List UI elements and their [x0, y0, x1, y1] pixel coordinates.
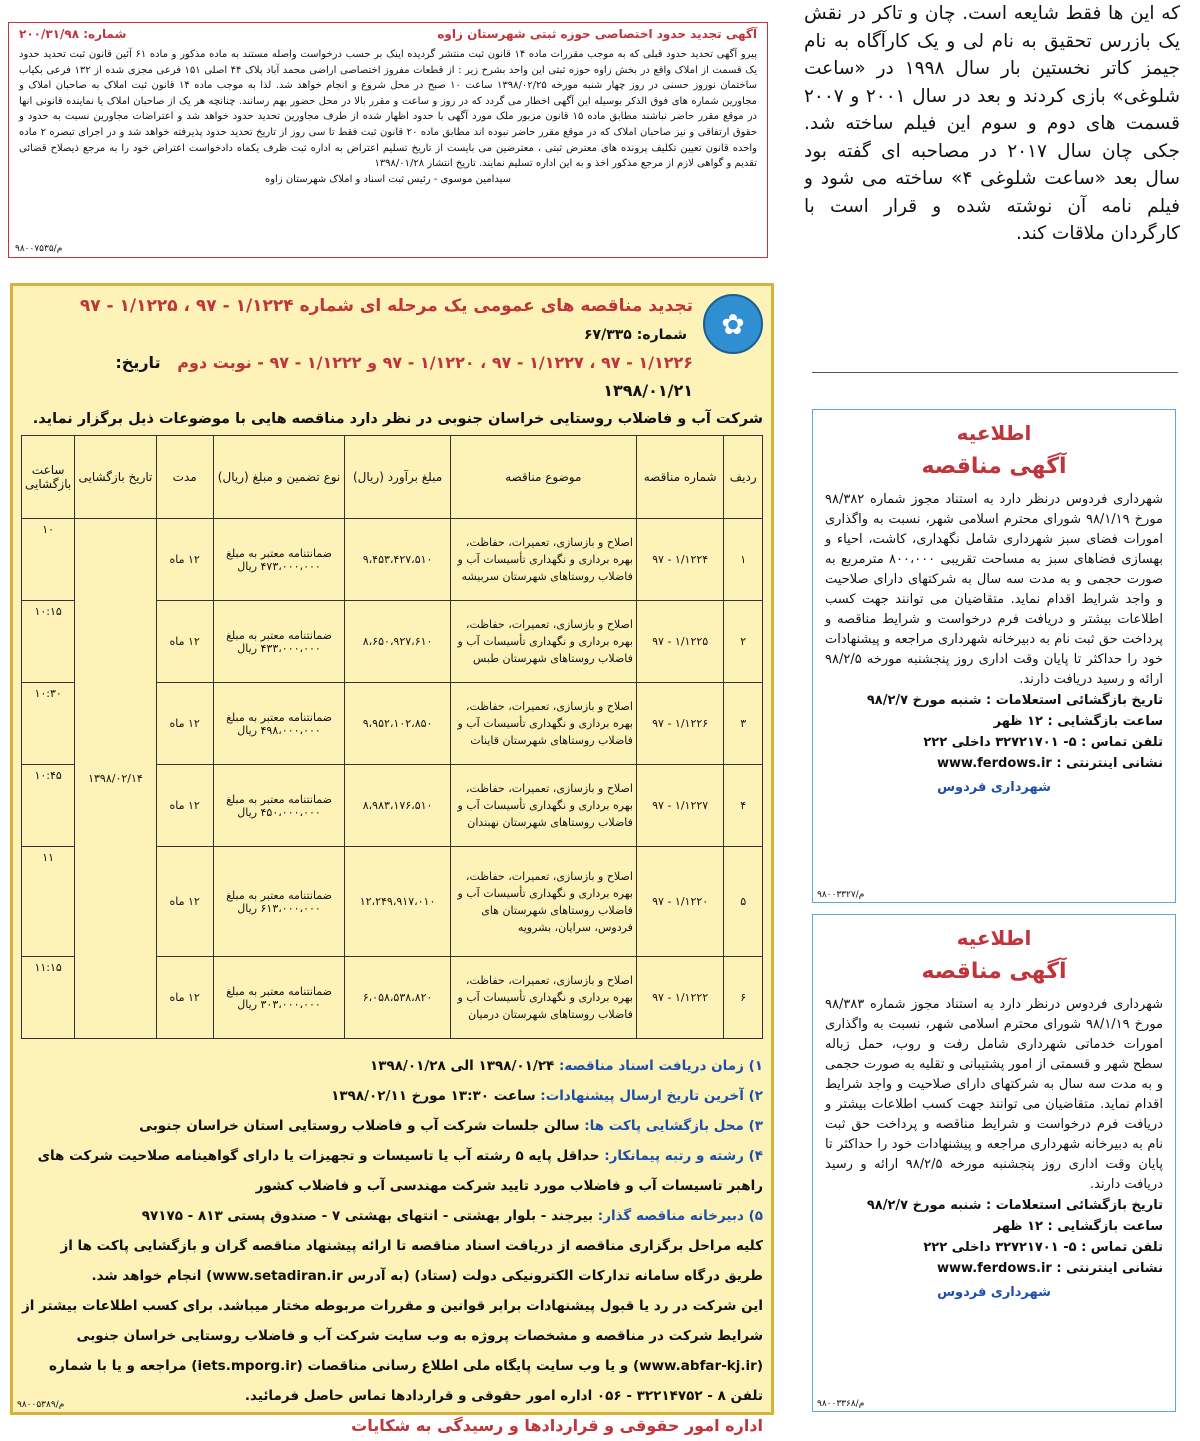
notice-open-date — [825, 1195, 1163, 1216]
cell-time: ۱۰:۳۰ — [22, 683, 75, 765]
tender-round: - نوبت دوم — [177, 353, 264, 372]
tender-item — [21, 1201, 763, 1231]
notice-website — [825, 1258, 1163, 1279]
cell-subject: اصلاح و بازسازی، تعمیرات، حفاظت، بهره برداری و نگهداری تأسیسات آب و فاضلاب روستاهای شهرستان درمیان — [450, 957, 636, 1039]
cell-time: ۱۱ — [22, 847, 75, 957]
notice-signature: شهرداری فردوس — [937, 1285, 1051, 1300]
notice-open-time — [825, 711, 1163, 732]
tender-note-setad: کلیه مراحل برگزاری مناقصه از دریافت اسناد مناقصه تا ارائه پیشنهاد مناقصه گران و بازگشایی پاکت ها از طریق درگاه سامانه تدارکات الکترونیکی دولت (ستاد) (به آدرس www.setadiran.ir) انجام خواهد شد. — [60, 1238, 763, 1284]
tender-titles — [21, 292, 693, 405]
cell-subject: اصلاح و بازسازی، تعمیرات، حفاظت، بهره برداری و نگهداری تأسیسات آب و فاضلاب روستاهای شهرستان نهبندان — [450, 765, 636, 847]
notice-open-time — [825, 1216, 1163, 1237]
column-divider — [812, 372, 1178, 373]
item-text: ۱۳۹۸/۰۱/۲۴ الی ۱۳۹۸/۰۱/۲۸ — [369, 1058, 555, 1074]
cell-guarantee: ضمانتنامه معتبر به مبلغ ۴۵۰،۰۰۰،۰۰۰ ریال — [213, 765, 345, 847]
cell-no: ۱/۱۲۲۲ - ۹۷ — [636, 957, 723, 1039]
label: ساعت بازگشایی : — [1047, 714, 1163, 729]
tender-title-line1 — [21, 292, 693, 349]
cell-no: ۱/۱۲۲۵ - ۹۷ — [636, 601, 723, 683]
header-opening-time: ساعت بازگشایی — [22, 436, 75, 519]
item-text: ساعت ۱۳:۳۰ مورخ ۱۳۹۸/۰۲/۱۱ — [331, 1088, 536, 1104]
tender-footer: اداره امور حقوقی و قراردادها و رسیدگی به شکایات — [351, 1416, 763, 1435]
item-number: ۲) — [748, 1088, 763, 1104]
registry-code: م/۹۸۰۰۷۵۳۵ — [15, 244, 63, 254]
header-subject: موضوع مناقصه — [450, 436, 636, 519]
value: ۱۲ ظهر — [993, 714, 1043, 729]
cell-guarantee: ضمانتنامه معتبر به مبلغ ۴۹۸،۰۰۰،۰۰۰ ریال — [213, 683, 345, 765]
cell-opening-date: ۱۳۹۸/۰۲/۱۴ — [75, 519, 156, 1039]
registry-header — [19, 27, 757, 41]
cell-guarantee: ضمانتنامه معتبر به مبلغ ۶۱۳،۰۰۰،۰۰۰ ریال — [213, 847, 345, 957]
header-tender-number: شماره مناقصه — [636, 436, 723, 519]
tender-title-text: تجدید مناقصه های عمومی یک مرحله ای شماره ۱/۱۲۲۴ - ۹۷ ، ۱/۱۲۲۵ - ۹۷ — [79, 296, 693, 316]
cell-time: ۱۰ — [22, 519, 75, 601]
cell-duration: ۱۲ ماه — [156, 683, 213, 765]
label: تلفن تماس : — [1081, 1240, 1163, 1255]
notice-phone — [825, 1237, 1163, 1258]
tender-date: تاریخ: ۱۳۹۸/۰۱/۲۱ — [115, 353, 693, 400]
item-text: حداقل پایه ۵ رشته آب یا تاسیسات و تجهیزات یا دارای گواهینامه صلاحیت شرکت های راهبر تاسیسات آب و فاضلاب مورد تایید شرکت مهندسی آب و فاضلاب کشور — [37, 1148, 763, 1194]
notice-heading: اطلاعیه — [956, 421, 1032, 445]
cell-estimate: ۸،۶۵۰،۹۲۷،۶۱۰ — [345, 601, 450, 683]
registry-number: شماره: ۲۰۰/۳۱/۹۸ — [19, 27, 127, 41]
item-label: زمان دریافت اسناد مناقصه: — [559, 1058, 744, 1074]
cell-estimate: ۸،۹۸۳،۱۷۶،۵۱۰ — [345, 765, 450, 847]
registry-signature: سیدامین موسوی - رئیس ثبت اسناد و املاک شهرستان زاوه — [264, 173, 512, 185]
tender-title-numbers: ۱/۱۲۲۶ - ۹۷ ، ۱/۱۲۲۷ - ۹۷ ، ۱/۱۲۲۰ - ۹۷ و ۱/۱۲۲۲ - ۹۷ — [269, 353, 693, 372]
notice-subheading: آگهی مناقصه — [921, 454, 1067, 479]
registry-title: آگهی تجدید حدود اختصاصی حوزه ثبتی شهرستان زاوه — [437, 27, 757, 41]
cell-guarantee: ضمانتنامه معتبر به مبلغ ۴۷۳،۰۰۰،۰۰۰ ریال — [213, 519, 345, 601]
cell-no: ۱/۱۲۲۴ - ۹۷ — [636, 519, 723, 601]
tender-table — [21, 435, 763, 1039]
tender-intro: شرکت آب و فاضلاب روستایی خراسان جنوبی در نظر دارد مناقصه هایی با موضوعات ذیل برگزار نماید. — [32, 411, 763, 427]
cell-estimate: ۶،۰۵۸،۵۳۸،۸۲۰ — [345, 957, 450, 1039]
tender-item — [21, 1111, 763, 1141]
tender-title-row — [21, 292, 763, 405]
cell-row: ۶ — [724, 957, 763, 1039]
item-label: رشته و رتبه پیمانکار: — [604, 1148, 744, 1164]
value: شنبه مورخ ۹۸/۲/۷ — [866, 693, 982, 708]
article-column-text: که این ها فقط شایعه است. چان و تاکر در نقش یک بازرس تحقیق به نام لی و یک کارآگاه به نام جیمز کاتر نخستین بار سال ۱۹۹۸ در «ساعت شلوغی» بازی کردند و بعد در سال ۲۰۰۱ و ۲۰۰۷ قسمت های دوم و سوم این فیلم ساخته شد. جکی چان سال ۲۰۱۷ در مصاحبه ای گفته بود سال بعد «ساعت شلوغی ۴» ساخته می شود و فیلم نامه آن نوشته شده و قرار است با کارگردان ملاقات کند. — [804, 3, 1180, 244]
notice-subheading: آگهی مناقصه — [921, 959, 1067, 984]
notice-code: م/۹۸۰۰۳۳۶۸ — [817, 1399, 865, 1409]
tender-table-header-row — [22, 436, 763, 519]
notice-heading: اطلاعیه — [956, 926, 1032, 950]
cell-no: ۱/۱۲۲۷ - ۹۷ — [636, 765, 723, 847]
item-number: ۴) — [748, 1148, 763, 1164]
value: ۱۲ ظهر — [993, 1219, 1043, 1234]
notice-code: م/۹۸۰۰۳۳۲۷ — [817, 890, 865, 900]
cell-time: ۱۰:۴۵ — [22, 765, 75, 847]
tender-code: م/۹۸۰۰۵۳۸۹ — [17, 1400, 65, 1410]
label: تلفن تماس : — [1081, 735, 1163, 750]
cell-time: ۱۰:۱۵ — [22, 601, 75, 683]
notice-body: شهرداری فردوس درنظر دارد به استناد مجوز شماره ۹۸/۳۸۳ مورخ ۹۸/۱/۱۹ شورای محترم اسلامی شهر، نسبت به واگذاری امورات خدماتی شهرداری شامل رفت و روب، حمل زباله سطح شهر و قسمتی از امور پشتیبانی و تقلیه به صورت حجمی و به مدت سه سال به شرکتهای دارای صلاحیت و واجد شرایط اقدام نماید. متقاضیان می توانند جهت کسب اطلاعات بیشتر و دریافت فرم درخواست و شرایط مناقصه و پرداخت حق ثبت نام به دبیرخانه شهرداری مراجعه و پیشنهادات خود را حداکثر تا پایان وقت اداری روز پنجشنبه مورخه ۹۸/۲/۵ ارائه و رسید دریافت دارند. — [825, 997, 1163, 1192]
label: نشانی اینترنتی : — [1056, 756, 1163, 771]
label: ساعت بازگشایی : — [1047, 1219, 1163, 1234]
item-text: سالن جلسات شرکت آب و فاضلاب روستایی استان خراسان جنوبی — [139, 1118, 580, 1134]
website-link[interactable]: www.ferdows.ir — [937, 756, 1052, 771]
cell-duration: ۱۲ ماه — [156, 519, 213, 601]
cell-row: ۴ — [724, 765, 763, 847]
cell-row: ۳ — [724, 683, 763, 765]
cell-subject: اصلاح و بازسازی، تعمیرات، حفاظت، بهره برداری و نگهداری تأسیسات آب و فاضلاب روستاهای شهرستان طبس — [450, 601, 636, 683]
tender-number: شماره: ۶۷/۳۳۵ — [584, 327, 688, 343]
municipality-notice-green-space — [812, 409, 1176, 903]
notice-website — [825, 753, 1163, 774]
notice-body: شهرداری فردوس درنظر دارد به استناد مجوز شماره ۹۸/۳۸۲ مورخ ۹۸/۱/۱۹ شورای محترم اسلامی شهر، نسبت به واگذاری امورات فضای سبز شهرداری شامل نگهداری، کاشت، احیاء و بهسازی فضاهای سبز به مساحت تقریبی ۸۰۰،۰۰۰ مترمربع به صورت حجمی و به مدت سه سال به شرکتهای دارای صلاحیت و واجد شرایط اقدام نماید. متقاضیان می توانند جهت کسب اطلاعات بیشتر و دریافت فرم درخواست و شرایط مناقصه و پرداخت حق ثبت نام به دبیرخانه شهرداری مراجعه و پیشنهادات خود را حداکثر تا پایان وقت اداری روز پنجشنبه مورخه ۹۸/۲/۵ ارائه و رسید دریافت دارند. — [825, 492, 1163, 687]
notice-open-date — [825, 690, 1163, 711]
header-duration: مدت — [156, 436, 213, 519]
cell-time: ۱۱:۱۵ — [22, 957, 75, 1039]
tender-item — [21, 1081, 763, 1111]
item-number: ۱) — [748, 1058, 763, 1074]
tender-item — [21, 1141, 763, 1201]
cell-subject: اصلاح و بازسازی، تعمیرات، حفاظت، بهره برداری و نگهداری تأسیسات آب و فاضلاب روستاهای شهرستان قاینات — [450, 683, 636, 765]
item-label: محل بازگشایی پاکت ها: — [584, 1118, 744, 1134]
label: نشانی اینترنتی : — [1056, 1261, 1163, 1276]
cell-guarantee: ضمانتنامه معتبر به مبلغ ۳۰۳،۰۰۰،۰۰۰ ریال — [213, 957, 345, 1039]
header-guarantee: نوع تضمین و مبلغ (ریال) — [213, 436, 345, 519]
cell-duration: ۱۲ ماه — [156, 601, 213, 683]
cell-duration: ۱۲ ماه — [156, 957, 213, 1039]
cell-row: ۱ — [724, 519, 763, 601]
value: ۵- ۳۲۷۲۱۷۰۱ داخلی ۲۲۲ — [923, 1240, 1077, 1255]
cell-no: ۱/۱۲۲۶ - ۹۷ — [636, 683, 723, 765]
header-row-number: ردیف — [724, 436, 763, 519]
item-number: ۳) — [748, 1118, 763, 1134]
cell-row: ۲ — [724, 601, 763, 683]
wheat-drop-logo-icon: ✿ — [703, 294, 763, 354]
notice-signature: شهرداری فردوس — [937, 780, 1051, 795]
cell-estimate: ۹،۹۵۲،۱۰۲،۸۵۰ — [345, 683, 450, 765]
item-label: آخرین تاریخ ارسال پیشنهادات: — [540, 1088, 744, 1104]
table-row — [22, 519, 763, 601]
registry-body: پیرو آگهی تحدید حدود قبلی که به موجب مقررات ماده ۱۴ قانون ثبت منتشر گردیده اینک بر حسب درخواست واصله مستند به ماده مذکور و ماده ۶۱ آئین قانون ثبت تحدید حدود یک قسمت از املاک واقع در بخش زاوه حوزه ثبتی این واحد بشرح زیر : از قطعات مفروز اختصاصی اراضی محمد آباد پلاک ۴۴ اصلی ۱۵۱ فرعی مجزی شده از ۱۳۲ فرعی بکیاب ساختمان نوروز حسنی در روز چهار شنبه مورخه ۱۳۹۸/۰۲/۲۵ ساعت ۱۰ صبح در محل شروع و انجام خواهد شد. لذا به موجب ماده ۱۴ قانون ثبت املاک به صاحبان املاک و مجاورین شماره های فوق الذکر بوسیله این آگهی اخطار می گردد که در روز و ساعت و مقرر بالا در محل حضور بهم رسانند. چنانچه هر یک از صاحبان املاک یا نماینده قانونی انها در موقع مقرر حاضر نباشند مطابق ماده ۱۵ قانون مزبور ملک مورد آگهی با حدود اظهار شده از طرف مجاورین تحدید حدود خواهد شد و اعتراضات مجاورین نسبت به حدود و حقوق ارتفاقی و نیز صاحبان املاک که در موقع مقرر حاضر نبوده اند مطابق ماده ۲۰ قانون ثبت فقط تا سی روز از تاریخ تحدید حدود پذیرفته خواهد شد و در اجرای تبصره ۲ ماده واحده قانون تعیین تکلیف پرونده های معترض ثبتی ، معترضین می بایست از تاریخ تسلیم اعتراض به اداره ثبت ظرف یکماه دادخواست اعتراض خود را به مرجع ذیصلاح قضائی تقدیم و گواهی لازم از مرجع مذکور اخذ و به این اداره تسلیم نمایند. تاریخ انتشار ۱۳۹۸/۰۱/۲۸ — [19, 49, 757, 170]
item-label: دبیرخانه مناقصه گذار: — [597, 1208, 744, 1224]
tender-item — [21, 1051, 763, 1081]
item-number: ۵) — [748, 1208, 763, 1224]
tender-note-contact: این شرکت در رد یا قبول پیشنهادات برابر قوانین و مقررات مربوطه مختار میباشد. برای کسب اطلاعات بیشتر از شرایط شرکت در مناقصه و مشخصات پروژه به وب سایت شرکت آب و فاضلاب روستایی خراسان جنوبی (www.abfar-kj.ir) و یا وب سایت پایگاه ملی اطلاع رسانی مناقصات (iets.mporg.ir) مراجعه و یا با شماره تلفن ۸ - ۳۲۲۱۴۷۵۲ - ۰۵۶ اداره امور حقوقی و قراردادها تماس حاصل فرمائید. — [21, 1298, 763, 1404]
tender-notice — [10, 283, 774, 1435]
cell-no: ۱/۱۲۲۰ - ۹۷ — [636, 847, 723, 957]
label: تاریخ بازگشائی استعلامات : — [986, 693, 1163, 708]
cell-guarantee: ضمانتنامه معتبر به مبلغ ۴۳۳،۰۰۰،۰۰۰ ریال — [213, 601, 345, 683]
cell-subject: اصلاح و بازسازی، تعمیرات، حفاظت، بهره برداری و نگهداری تأسیسات آب و فاضلاب روستاهای شهرستان سربیشه — [450, 519, 636, 601]
tender-items — [21, 1051, 763, 1441]
tender-title-line2 — [21, 349, 693, 405]
registry-notice — [8, 22, 768, 258]
cell-row: ۵ — [724, 847, 763, 957]
header-estimate: مبلغ برآورد (ریال) — [345, 436, 450, 519]
item-text: بیرجند - بلوار بهشتی - انتهای بهشتی ۷ - صندوق پستی ۸۱۳ - ۹۷۱۷۵ — [141, 1208, 594, 1224]
website-link[interactable]: www.ferdows.ir — [937, 1261, 1052, 1276]
municipality-notice-services — [812, 914, 1176, 1412]
label: تاریخ بازگشائی استعلامات : — [986, 1198, 1163, 1213]
cell-duration: ۱۲ ماه — [156, 847, 213, 957]
cell-subject: اصلاح و بازسازی، تعمیرات، حفاظت، بهره برداری و نگهداری تأسیسات آب و فاضلاب روستاهای شهرستان های فردوس، سرایان، بشرویه — [450, 847, 636, 957]
notice-phone — [825, 732, 1163, 753]
header-opening-date: تاریخ بازگشایی — [75, 436, 156, 519]
cell-duration: ۱۲ ماه — [156, 765, 213, 847]
value: ۵- ۳۲۷۲۱۷۰۱ داخلی ۲۲۲ — [923, 735, 1077, 750]
cell-estimate: ۱۲،۲۴۹،۹۱۷،۰۱۰ — [345, 847, 450, 957]
cell-estimate: ۹،۴۵۳،۴۲۷،۵۱۰ — [345, 519, 450, 601]
value: شنبه مورخ ۹۸/۲/۷ — [866, 1198, 982, 1213]
